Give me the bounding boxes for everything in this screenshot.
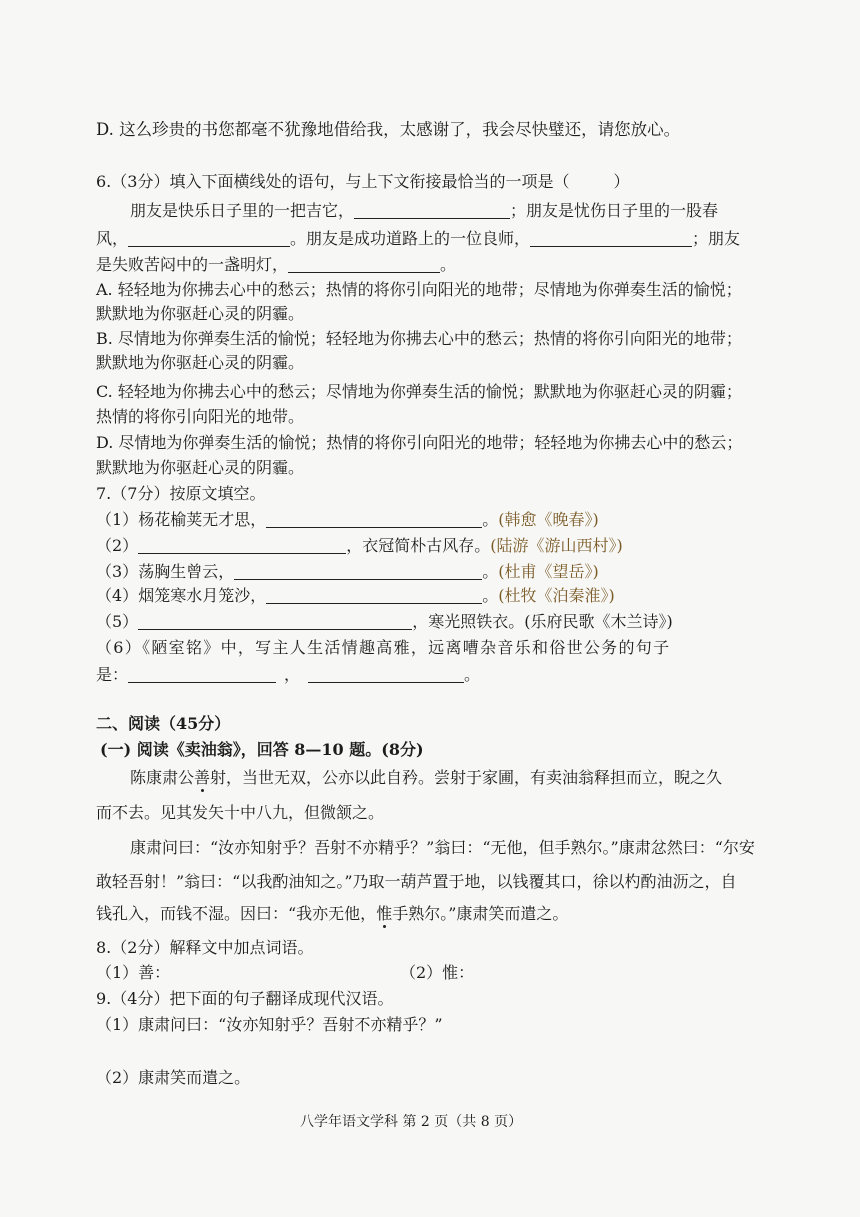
q6-option-a-cont: 默默地为你驱赶心灵的阴霾。 [96, 304, 305, 323]
answer-blank[interactable] [128, 666, 276, 683]
prev-option-d: D. 这么珍贵的书您都毫不犹豫地借给我，太感谢了，我会尽快璧还，请您放心。 [96, 120, 681, 139]
q7-item-4: （4）烟笼寒水月笼沙， 。(杜牧《泊秦淮》) [96, 586, 615, 605]
q7-item-3: （3）荡胸生曾云， 。(杜甫《望岳》) [96, 562, 599, 581]
passage-para-2-cont: 敢轻吾射！”翁曰：“以我酌油知之。”乃取一葫芦置于地，以钱覆其口，徐以杓酌油沥之，自 [96, 872, 737, 891]
q8-stem: 8.（2分）解释文中加点词语。 [96, 938, 314, 957]
passage-para-1: 陈康肃公善射，当世无双，公亦以此自矜。尝射于家圃，有卖油翁释担而立，睨之久 [130, 768, 723, 787]
q6-option-b-cont: 默默地为你驱赶心灵的阴霾。 [96, 353, 305, 372]
answer-blank[interactable] [266, 587, 482, 604]
q6-option-c[interactable]: C. 轻轻地为你拂去心中的愁云；尽情地为你弹奏生活的愉悦；默默地为你驱赶心灵的阴霾； [96, 382, 742, 401]
answer-blank[interactable] [288, 256, 440, 273]
q6-stem: 6.（3分）填入下面横线处的语句，与上下文衔接最恰当的一项是（ ） [96, 172, 630, 191]
answer-blank[interactable] [138, 613, 412, 630]
answer-blank[interactable] [530, 230, 692, 247]
answer-blank[interactable] [234, 563, 482, 580]
q6-passage-line-1: 朋友是快乐日子里的一把吉它， ；朋友是忧伤日子里的一股春 [130, 201, 719, 220]
passage-para-1-cont: 而不去。见其发矢十中八九，但微颔之。 [96, 803, 385, 822]
answer-blank[interactable] [308, 666, 464, 683]
answer-blank[interactable] [138, 537, 346, 554]
page-footer: 八学年语文学科 第 2 页（共 8 页） [300, 1114, 523, 1130]
q9-stem: 9.（4分）把下面的句子翻译成现代汉语。 [96, 989, 394, 1008]
q6-option-b[interactable]: B. 尽情地为你弹奏生活的愉悦；轻轻地为你拂去心中的愁云；热情的将你引向阳光的地带； [96, 329, 742, 348]
q6-passage-line-3: 是失败苦闷中的一盏明灯， 。 [96, 255, 457, 274]
q8-item-2: （2）惟： [400, 963, 475, 982]
passage-para-2-end: 钱孔入，而钱不湿。因曰：“我亦无他，惟手熟尔。”康肃笑而遣之。 [96, 904, 569, 923]
q9-item-2: （2）康肃笑而遣之。 [96, 1068, 251, 1087]
q7-item-2: （2） ，衣冠简朴古风存。(陆游《游山西村》) [96, 536, 623, 555]
q7-stem: 7.（7分）按原文填空。 [96, 484, 266, 503]
q8-item-1: （1）善： [96, 963, 171, 982]
answer-blank[interactable] [354, 202, 510, 219]
q7-item-6-answer: 是： ， 。 [96, 665, 481, 684]
passage-para-2: 康肃问曰：“汝亦知射乎？吾射不亦精乎？”翁曰：“无他，但手熟尔。”康肃忿然曰：“尔安 [130, 838, 755, 857]
q6-option-a[interactable]: A. 轻轻地为你拂去心中的愁云；热情的将你引向阳光的地带；尽情地为你弹奏生活的愉悦； [96, 280, 742, 299]
q6-option-d[interactable]: D. 尽情地为你弹奏生活的愉悦；热情的将你引向阳光的地带；轻轻地为你拂去心中的愁云； [96, 433, 743, 452]
answer-blank[interactable] [128, 230, 290, 247]
subsection-title: (一) 阅读《卖油翁》，回答 8—10 题。(8分) [100, 740, 424, 759]
q6-option-c-cont: 热情的将你引向阳光的地带。 [96, 407, 305, 426]
q7-item-1: （1）杨花榆荚无才思， 。(韩愈《晚春》) [96, 510, 599, 529]
q7-item-6: （6）《陋室铭》中，写主人生活情趣高雅，远离嘈杂音乐和俗世公务的句子 [96, 638, 671, 657]
q6-option-d-cont: 默默地为你驱赶心灵的阴霾。 [96, 458, 305, 477]
answer-blank[interactable] [266, 511, 482, 528]
section-title: 二、阅读（45分） [96, 714, 231, 733]
q9-item-1: （1）康肃问曰：“汝亦知射乎？吾射不亦精乎？” [96, 1015, 443, 1034]
q7-item-5: （5） ，寒光照铁衣。(乐府民歌《木兰诗》) [96, 612, 673, 631]
q6-passage-line-2: 风， 。朋友是成功道路上的一位良师， ；朋友 [96, 229, 741, 248]
